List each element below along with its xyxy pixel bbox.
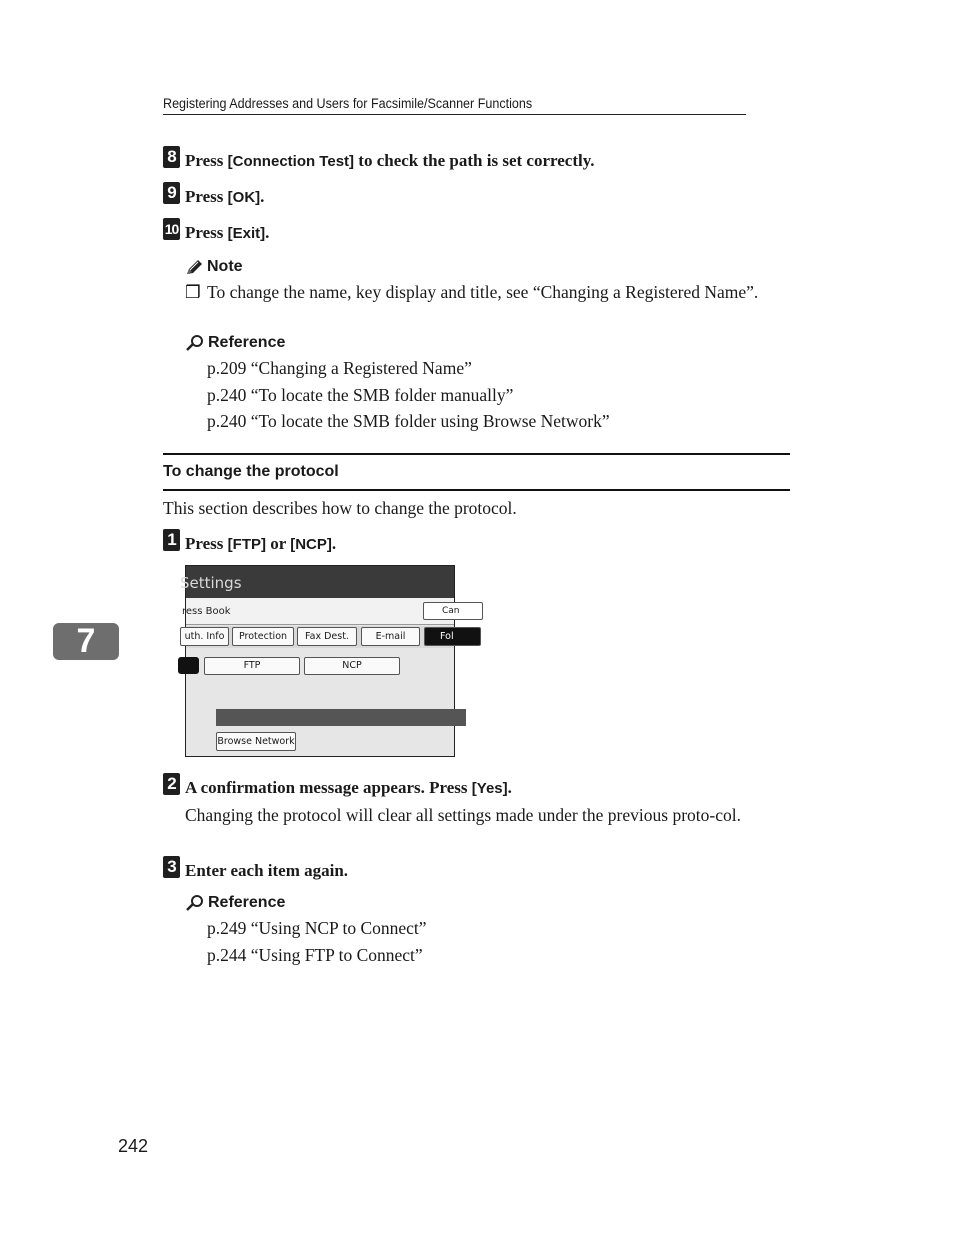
exit-key: [Exit]	[227, 225, 266, 242]
section-header	[163, 453, 790, 491]
tab-fax-dest[interactable]: Fax Dest.	[297, 627, 357, 646]
step-8	[163, 147, 595, 171]
step-10	[163, 221, 270, 243]
step-1	[163, 530, 337, 554]
step-2-body: Changing the protocol will clear all settings made under the previous proto-col.	[185, 805, 741, 825]
step-text-pre: A confirmation message appears. Press	[185, 778, 472, 797]
step-text-post: .	[260, 187, 265, 206]
ok-key: [OK]	[227, 189, 261, 206]
step-text-post: to check the path is set correctly.	[354, 151, 595, 170]
step-number: 2	[163, 773, 180, 795]
tab-protection[interactable]: Protection	[232, 627, 294, 646]
step-9	[163, 183, 265, 207]
step-text-pre: Enter each item again.	[185, 861, 349, 880]
screenshot-tab-row	[186, 626, 454, 648]
step-text-mid: or	[265, 534, 291, 553]
screenshot-title: Settings	[180, 574, 242, 592]
page-number: 242	[118, 1136, 149, 1156]
connection-test-key: [Connection Test]	[227, 153, 355, 170]
reference-item: p.240 “To locate the SMB folder using Browse Network”	[207, 411, 610, 431]
step-text-pre: Press	[185, 223, 228, 242]
reference-item: p.209 “Changing a Registered Name”	[207, 358, 472, 378]
reference-heading-2	[185, 894, 285, 912]
magnifier-icon	[185, 334, 205, 352]
step-3	[163, 857, 349, 880]
tab-folder[interactable]: Fol	[424, 627, 481, 646]
protocol-row	[186, 654, 454, 680]
ncp-key: [NCP]	[290, 536, 332, 553]
smb-button-edge[interactable]	[178, 657, 199, 674]
magnifier-icon	[185, 894, 205, 912]
ftp-button[interactable]: FTP	[204, 657, 300, 675]
settings-screenshot	[180, 565, 460, 757]
reference-label: Reference	[208, 894, 286, 911]
note-bullet: ❒	[185, 282, 201, 302]
ftp-key: [FTP]	[227, 536, 266, 553]
reference-item: p.240 “To locate the SMB folder manually”	[207, 385, 514, 405]
reference-heading	[185, 334, 285, 352]
section-intro: This section describes how to change the protocol.	[163, 498, 517, 518]
tab-email[interactable]: E-mail	[361, 627, 420, 646]
step-text-pre: Press	[185, 187, 228, 206]
path-field[interactable]	[216, 709, 466, 726]
ncp-button[interactable]: NCP	[304, 657, 400, 675]
yes-key: [Yes]	[471, 780, 508, 797]
reference-item: p.249 “Using NCP to Connect”	[207, 918, 427, 938]
step-text-pre: Press	[185, 151, 228, 170]
address-book-row	[182, 598, 460, 625]
cancel-button[interactable]: Can	[423, 602, 483, 620]
step-text-post: .	[507, 778, 512, 797]
step-2	[163, 774, 512, 798]
browse-network-button[interactable]: Browse Network	[216, 732, 296, 751]
step-number: 10	[163, 218, 180, 240]
step-number: 1	[163, 529, 180, 551]
note-text: To change the name, key display and title, see “Changing a Registered Name”.	[207, 282, 759, 302]
chapter-tab: 7	[53, 623, 119, 660]
step-text-post: .	[331, 534, 337, 553]
reference-label: Reference	[208, 334, 286, 351]
step-number: 3	[163, 856, 180, 878]
screenshot-title-bar	[180, 566, 454, 598]
step-number: 8	[163, 146, 180, 168]
step-number: 9	[163, 182, 180, 204]
tab-auth-info[interactable]: uth. Info	[180, 627, 229, 646]
step-text-pre: Press	[185, 534, 228, 553]
address-book-label: ress Book	[182, 606, 231, 617]
note-heading	[185, 258, 243, 276]
running-head: Registering Addresses and Users for Facsimile/Scanner Functions	[163, 96, 746, 115]
reference-item: p.244 “Using FTP to Connect”	[207, 945, 423, 965]
note-label: Note	[207, 258, 243, 275]
pencil-icon	[185, 259, 204, 276]
step-text-post: .	[265, 223, 270, 242]
section-title: To change the protocol	[163, 463, 339, 480]
